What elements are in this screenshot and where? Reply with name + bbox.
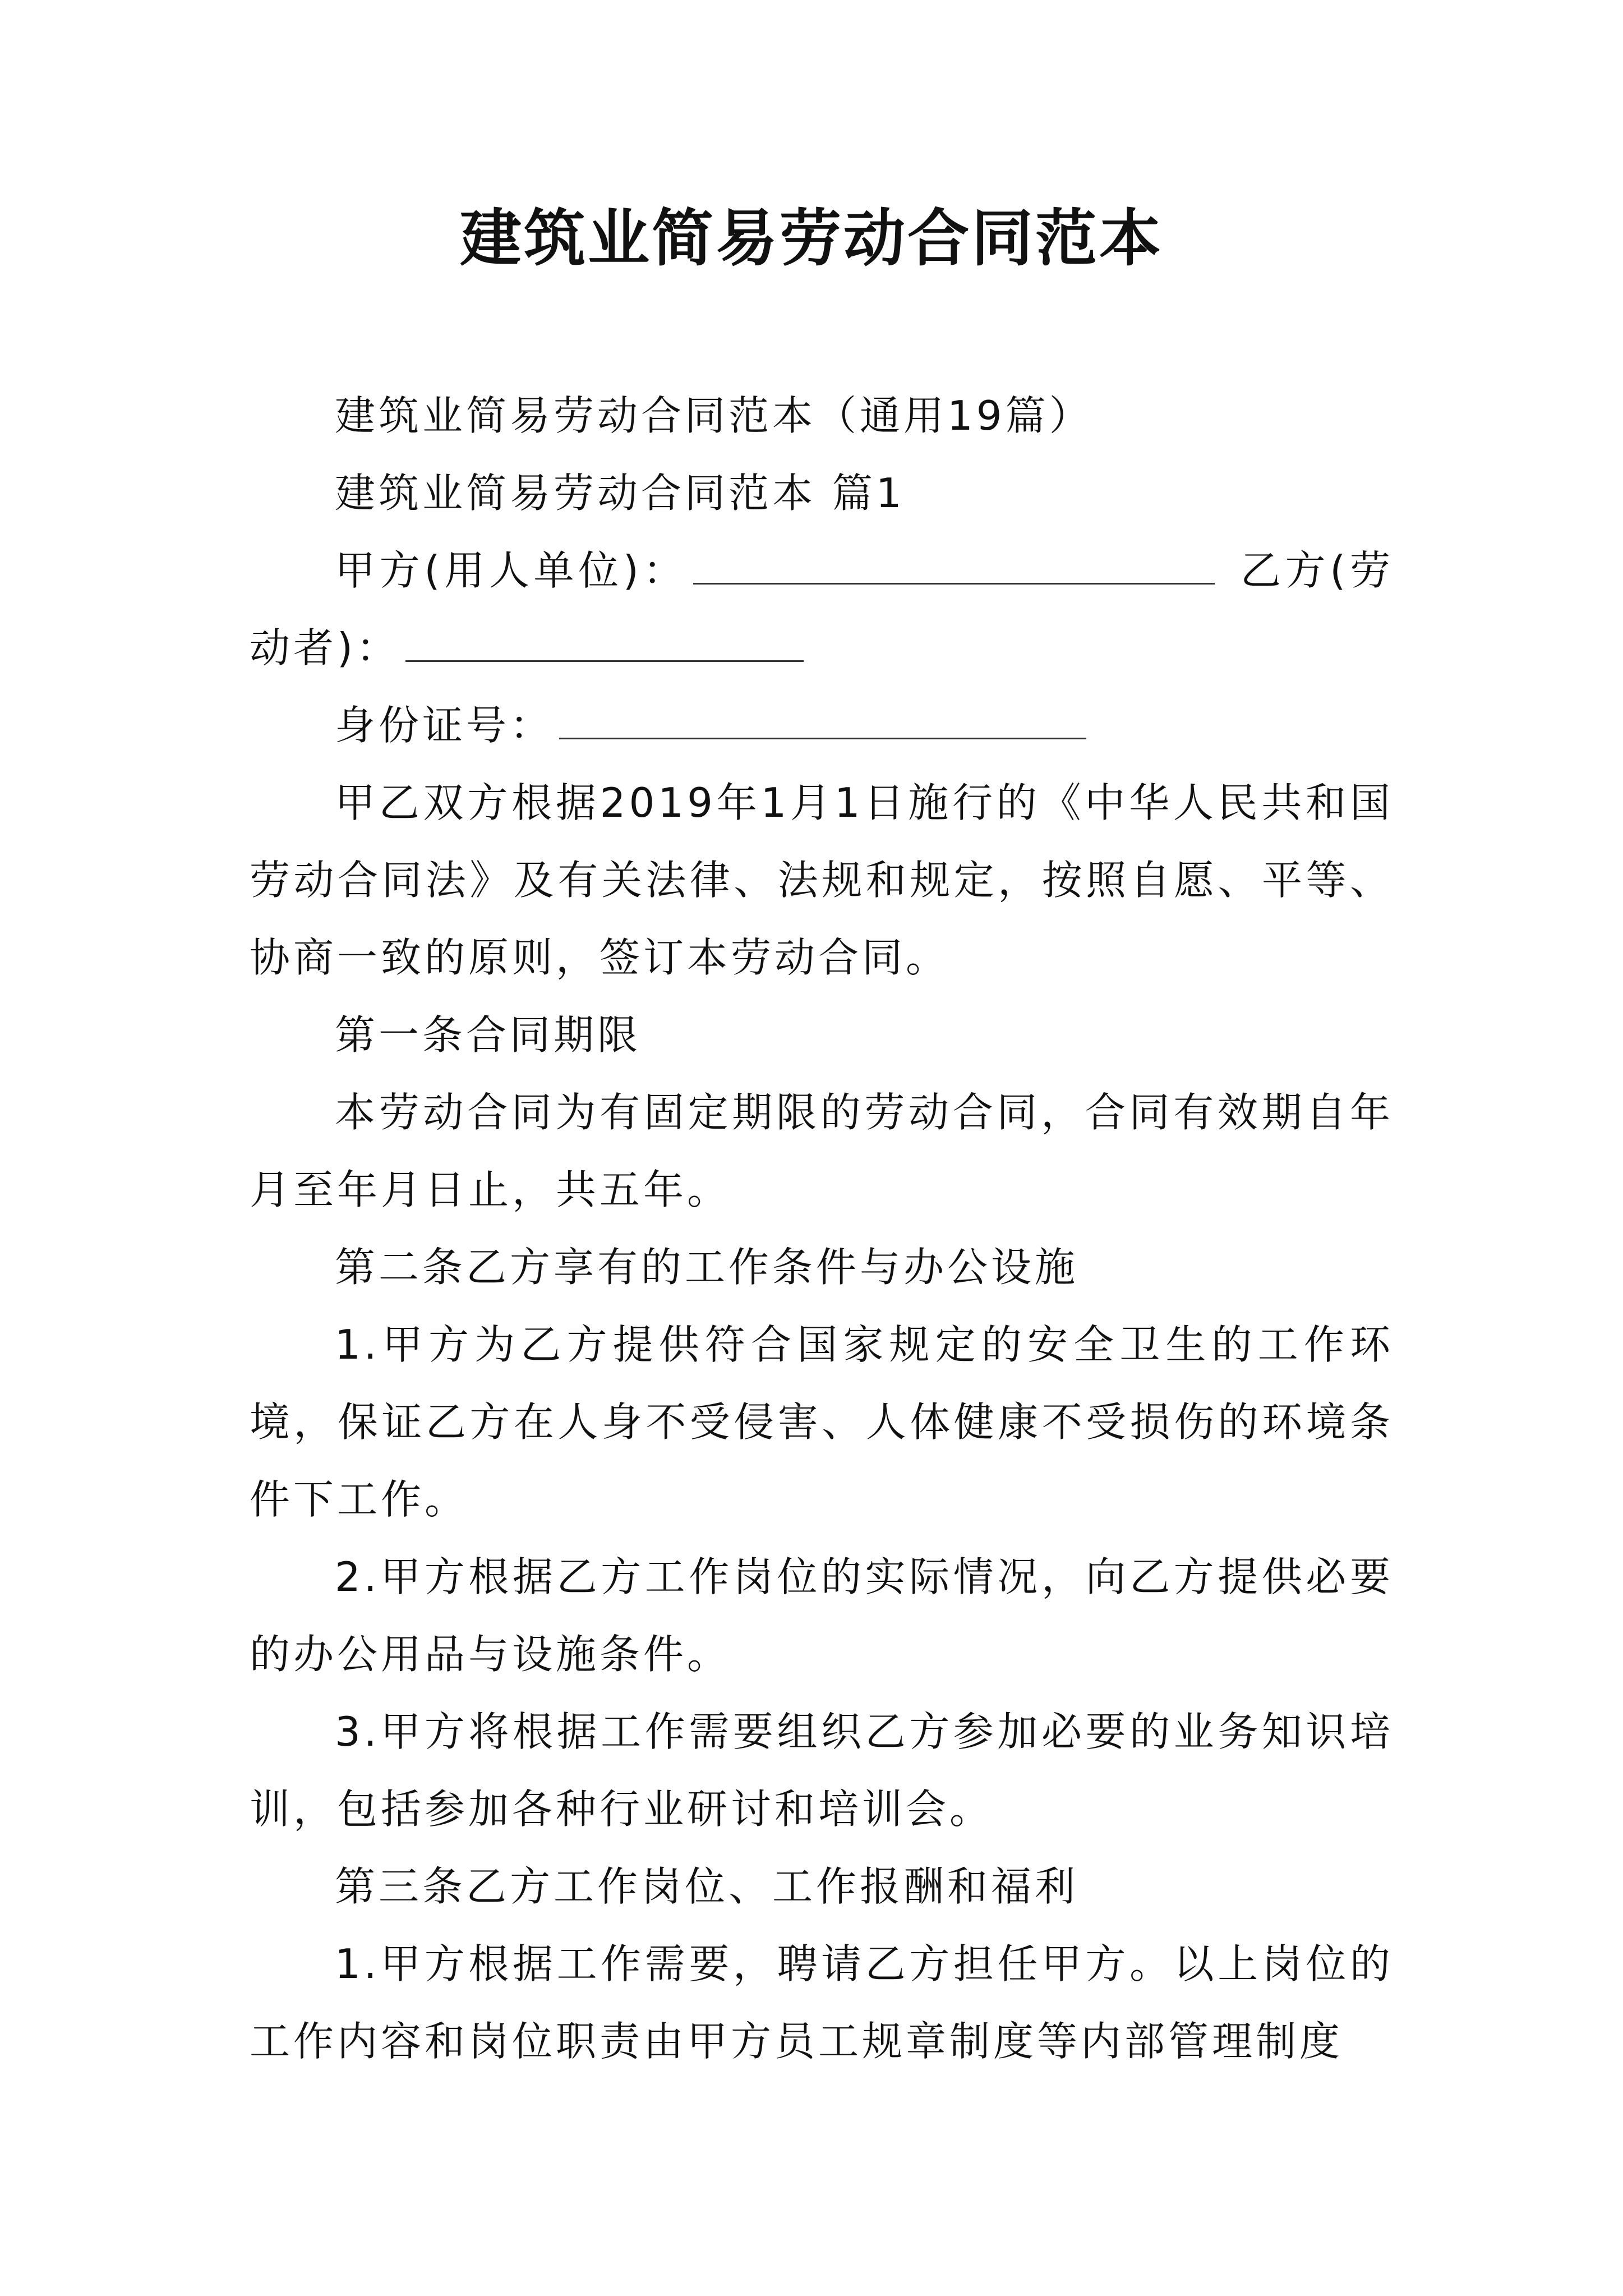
document-title: 建筑业简易劳动合同范本 xyxy=(460,202,1163,274)
id-label: 身份证号： xyxy=(335,702,554,749)
subtitle: 建筑业简易劳动合同范本（通用19篇） xyxy=(335,392,1093,439)
party-b-label: 乙方(劳动者)： xyxy=(250,547,1394,671)
part-heading: 建筑业简易劳动合同范本 篇1 xyxy=(335,470,905,517)
party-b-blank[interactable] xyxy=(405,625,804,662)
article-2-heading: 第二条乙方享有的工作条件与办公设施 xyxy=(335,1244,1079,1291)
article-2-item-1: 1.甲方为乙方提供符合国家规定的安全卫生的工作环境，保证乙方在人身不受侵害、人体健康不受损伤的环境条件下工作。 xyxy=(250,1321,1394,1523)
article-2-item-3: 3.甲方将根据工作需要组织乙方参加必要的业务知识培训，包括参加各种行业研讨和培训会。 xyxy=(250,1708,1394,1833)
article-1-text: 本劳动合同为有固定期限的劳动合同，合同有效期自年月至年月日止，共五年。 xyxy=(250,1089,1394,1213)
party-line xyxy=(250,532,1394,687)
article-2-item-2: 2.甲方根据乙方工作岗位的实际情况，向乙方提供必要的办公用品与设施条件。 xyxy=(250,1553,1394,1678)
article-3-heading: 第三条乙方工作岗位、工作报酬和福利 xyxy=(335,1863,1079,1910)
intro-paragraph: 甲乙双方根据2019年1月1日施行的《中华人民共和国劳动合同法》及有关法律、法规和规定，按照自愿、平等、协商一致的原则，签订本劳动合同。 xyxy=(250,779,1394,981)
id-number-blank[interactable] xyxy=(559,703,1086,739)
id-line xyxy=(250,687,1394,764)
article-3-item-1: 1.甲方根据工作需要，聘请乙方担任甲方。以上岗位的工作内容和岗位职责由甲方员工规章制度等内部管理制度 xyxy=(250,1940,1394,2065)
document-body xyxy=(250,377,1394,2080)
party-a-label: 甲方(用人单位)： xyxy=(335,547,688,594)
article-1-heading: 第一条合同期限 xyxy=(335,1011,642,1059)
party-a-blank[interactable] xyxy=(693,548,1215,585)
